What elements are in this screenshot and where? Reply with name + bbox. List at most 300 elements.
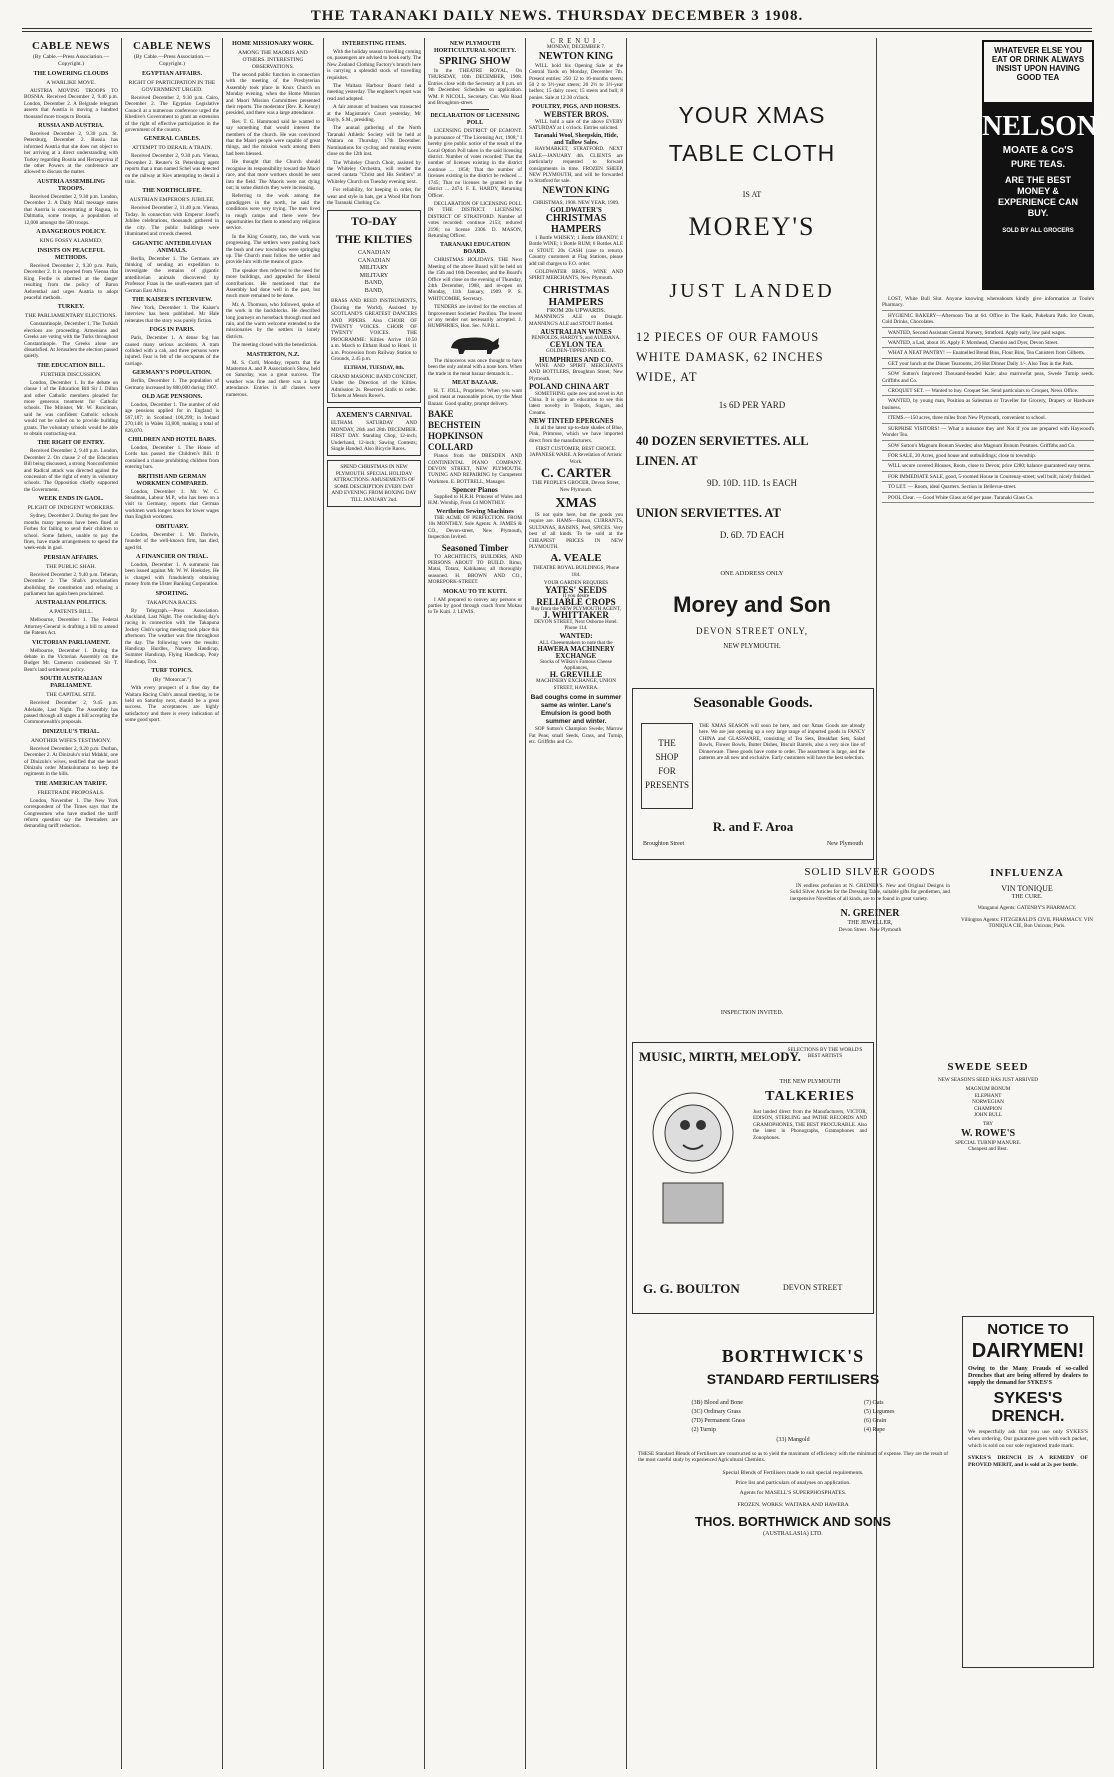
vin-tonique: VIN TONIQUE (1001, 884, 1053, 893)
section-subhead: KING FOSSY ALARMED. (39, 237, 103, 244)
section-paragraph: Received December 2, 9.30 p.m. St. Petersburg, December 2. Russia has informed Austria that she does not object to her arriving at a direct understanding with Turkey regarding Bosnia and Herzegovina if the other Powers at the conference are allowed to discuss the matter. (24, 131, 118, 176)
silver-title: SOLID SILVER GOODS (804, 866, 936, 878)
devon-street: DEVON STREET ONLY, (695, 626, 809, 636)
item-paragraph: The Whiteley Church Choir, assisted by the Whiteley Orchestra, will render the sacred cantata "Christ and His Soldiers" at Whiteley Church on Tuesday evening next. (327, 159, 421, 185)
section-headline: PERSIAN AFFAIRS. (43, 554, 99, 561)
seasonable-goods-ad (632, 688, 874, 860)
newton-king-title: NEWTON KING (538, 50, 614, 62)
item-paragraph: A fair amount of business was transacted at the Magistrate's Court yesterday, Mr Bayly, S.M., presiding. (327, 104, 421, 124)
section-headline: GENERAL CABLES. (143, 136, 201, 143)
price-3: D. 6D. 7D EACH (719, 530, 785, 540)
education-board-body: CHRISTMAS HOLIDAYS. THE Next Meeting of the above Board will be held on the 15th and 16th December, and the Board's Office will close on the evening of Thursday, 24th December, 1908, and re-open on Monday, 11th January, 1909. P. S. WHITCOMBE, Secretary. (428, 257, 522, 302)
classified-item: WANTED, a Lad, about 16. Apply F. Morshead, Chemist and Dyer, Devon Street. (882, 340, 1094, 348)
section-headline: GERMANY'S POPULATION. (132, 370, 212, 377)
section-headline: FOGS IN PARIS. (149, 327, 195, 334)
xmas-body: IS not quite here, but the goods you require are. HAMS—Bacon, CURRANTS, SULTANAS, RAISINS, Peel, SPICES. Very best of all kinds. To be sold at the CHEAPEST PRICES IN NEW PLYMOUTH. (529, 511, 623, 550)
meat-bazaar-body: H. T. JOLL, Proprietor. When you want good meat at reasonable prices, try the Meat Bazaar. Good quality, prompt delivery. (428, 388, 522, 407)
classified-item: WANTED, by young man, Position as Salesman or Traveller for Grocery, Drapery or Hardware business. (882, 398, 1094, 413)
classified-item: WHAT A NEAT PANTRY! — Enamelled Bread Bins, Flour Bins, Tea Canisters from Gilberts. (882, 350, 1094, 358)
kilties-line: BAND, (364, 280, 384, 287)
cable-news-heading: CABLE NEWS (132, 40, 212, 52)
section-subhead: THE PARLIAMENTARY ELECTIONS. (25, 313, 117, 320)
section-headline: AUSTRALIAN POLITICS. (35, 600, 107, 607)
column-advertisements (529, 38, 623, 1769)
section-headline: WEEK ENDS IN GAOL. (38, 496, 104, 503)
wanted-title: WANTED: (559, 632, 593, 641)
masthead-rule-2 (22, 31, 1092, 32)
section-paragraph: Melbourne, December 1. During the debate in the Victorian Assembly on the Budget Mr. Cameron condemned Sir T. Bent's land settlement policy. (24, 647, 118, 673)
section-paragraph: Received December 2, 9.30 p.m. Vienna, December 2. Reuter's St. Petersburg agent reports that a man named Schel was detected on the railway at Kiev attempting to derail a train. (125, 153, 219, 186)
morey-and-son: Morey and Son (673, 592, 831, 617)
goldwater-address: GOLDWATER BROS., WINE AND SPIRIT MERCHANTS, New Plymouth. (529, 268, 623, 282)
newton-king-body: WILL hold his Opening Sale at the Central Yards on Monday, December 7th. Present entries: 250 12 to 16-months steers; 50 2 to 3½-year steers; 20 2½ to 3½-year heifers; 15 dairy cows; 15 steers and bull; 8 ponies. Sale at 12.30 o'clock. (529, 62, 623, 101)
section-headline: SPORTING. (155, 590, 189, 597)
aroa-name: R. and F. Aroa (712, 819, 794, 834)
greiner-name: N. GREINER (840, 908, 900, 920)
section-headline: THE KAISER'S INTERVIEW. (131, 296, 213, 303)
fertiliser-item: (7) Oats (864, 1400, 884, 1406)
webster-title: WEBSTER BROS. (543, 110, 609, 120)
section-headline: OLD AGE PENSIONS. (141, 394, 203, 400)
spend-christmas-ad (327, 460, 421, 506)
classified-item: FOR IMMEDIATE SALE, good, 5-roomed House in Courtenay-street; well built, nicely finished. (882, 474, 1094, 482)
hawera-sub: Stocks of Wilkin's Famous Cheese Appliances, (540, 659, 612, 672)
shop-for-presents-box (641, 723, 693, 809)
section-subhead: ANOTHER WIFE'S TESTIMONY. (30, 737, 112, 744)
section-subhead: ATTEMPT TO DERAIL A TRAIN. (131, 145, 213, 152)
piano-brand: BAKE (428, 409, 454, 420)
fertiliser-list-left (691, 1399, 745, 1435)
fertiliser-item: (3C) Ordinary Grass (691, 1409, 741, 1415)
borthwick-title: BORTHWICK'S (721, 1346, 865, 1366)
section-paragraph: Berlin, December 1. The population of Germany increased by 880,000 during 1907. (125, 378, 219, 391)
section-paragraph: London, December 1. Mr. Dariwin, founder of the well-known firm, has died, aged 84. (125, 531, 219, 551)
article-subhead: AMONG THE MAORIS AND OTHERS. INTERESTING OBSERVATIONS. (238, 50, 308, 70)
manning-ale: MANNING'S ALE on Draught. MANNING'S ALE and STOUT Bottled. (529, 314, 623, 327)
section-paragraph: London, November 1. The New York correspondent of The Times says that the Congressmen who have studied the tariff reform question say the freetraders are demanding tariff reduction. (24, 797, 118, 830)
fertiliser-item: (7D) Permanent Grass (691, 1418, 746, 1424)
borthwick-name: THOS. BORTHWICK AND SONS (695, 1513, 891, 1529)
xmas-title: XMAS (555, 495, 597, 511)
borthwick-agents: Agents for MASELL'S SUPERPHOSPHATES. (739, 1489, 847, 1496)
hawera-title: HAWERA MACHINERY EXCHANGE (537, 645, 615, 660)
article-paragraph: The meeting closed with the benediction. (232, 342, 318, 349)
section-headline: DINIZULU'S TRIAL. (42, 728, 100, 735)
borthwick-special: Special Blends of Fertilisers made to suit special requirements. (722, 1469, 864, 1476)
section-paragraph: Paris, December 1. A dense fog has caused many serious accidents. A tram collided with a cab, and three persons were injured. Fear is felt of the occupants of the carriage. (125, 335, 219, 367)
masthead-rule (22, 28, 1092, 29)
moreys-advertisement (632, 40, 872, 680)
swede-sub: NEW SEASON'S SEED HAS JUST ARRIVED (937, 1077, 1039, 1083)
column-cable-news-1 (24, 38, 118, 1769)
article-paragraph: Referring to the work among the gumdiggers in the north, he said the conditions were very trying. The men lived in rough camps and there were few opportunities for them to attend any religious service. (226, 193, 320, 232)
kilties-title: THE KILTIES (335, 232, 413, 247)
garden-label: YOUR GARDEN REQUIRES (543, 580, 609, 587)
kilties-line: MILITARY (359, 272, 389, 279)
axemen-body: ELTHAM. SATURDAY AND MONDAY, 26th and 28th DECEMBER. FIRST DAY. Standing Chop, 12-inch; Underhand, 12-inch; Sawing Contests; Single Handed. Also Bicycle Races. (331, 420, 417, 453)
greville-title: H. GREVILLE (549, 669, 603, 679)
masthead: THE TARANAKI DAILY NEWS. THURSDAY DECEMBER 3 1908. (310, 8, 804, 24)
column-cable-news-2 (125, 38, 219, 1769)
poultry-heading: POULTRY, PIGS, AND HORSES. (531, 104, 621, 111)
swede-try: TRY (982, 1121, 994, 1128)
nelson-tagline: WHATEVER ELSE YOU EAT OR DRINK ALWAYS INSIST UPON HAVING GOOD TEA (982, 40, 1094, 104)
section-paragraph: Melbourne, December 1. The Federal Attorney-General is drafting a bill to amend the Patents Act. (24, 617, 118, 637)
price-2: 9D. 10D. 11D. 1s EACH (707, 478, 797, 488)
article-headline: INTERESTING ITEMS. (341, 41, 407, 47)
music-title: MUSIC, MIRTH, MELODY. (639, 1049, 801, 1064)
section-headline: GIGANTIC ANTEDILUVIAN ANIMALS. (132, 240, 212, 254)
timber-title: Seasoned Timber (441, 542, 509, 553)
section-subhead: TAKAPUNA RACES. (146, 599, 198, 606)
column-rule (121, 38, 122, 1769)
section-headline: BRITISH AND GERMAN WORKMEN COMPARED. (136, 473, 208, 487)
seasonable-body: THE XMAS SEASON will soon be here, and our Xmas Goods are already here. We are just opening up a very large range of imported goods in FANCY CHINA and GLASSWARE, consisting of Tea Sets, Breakfast Sets, Salad Bowls, Flower Bowls, Butter Dishes, Biscuit Barrels, also a very nice line of Dinnerware. These goods have come to order. The assortment is large, and the patterns are all new and exclusive. Early customers will have the best selection. (699, 723, 865, 762)
spend-christmas-body: SPEND CHRISTMAS IN NEW PLYMOUTH. SPECIAL HOLIDAY ATTRACTIONS. AMUSEMENTS OF SOME DESCRIPTION EVERY DAY AND EVENING FROM BOXING DAY TILL JANUARY 2nd. (331, 464, 417, 503)
webster-body: WILL hold a sale of the above EVERY SATURDAY at 1 o'clock. Entries solicited. (529, 118, 623, 132)
separator (562, 196, 590, 197)
union-line: UNION SERVIETTES. AT (636, 506, 781, 520)
shop-label-3: FOR (658, 766, 676, 776)
section-paragraph: Received December 2, 9.45 p.m. Adelaide, Last Night. The Assembly has passed through all stages a bill accepting the Commonwealth's proposals. (24, 700, 118, 726)
japanese-ware: JAPANESE WARE. A Revelation of Artistic Work. (529, 452, 623, 465)
cable-sections (125, 71, 219, 724)
christmas-hampers-title-2: CHRISTMAS HAMPERS (542, 283, 610, 308)
aroa-street: Broughton Street (643, 841, 685, 847)
goldwater-title: GOLDWATER'S (550, 205, 602, 214)
article-paragraph: The speaker then referred to the need for more buildings, and appealed for liberal contributions. He mentioned that the Assembly had done well in the past, but much more remained to be done. (226, 267, 320, 300)
shop-label-2: SHOP (655, 752, 679, 762)
talkeries-body: Just landed direct from the Manufacturers, VICTOR, EDISON, STERLING and PATHE RECORDS AND GRAMOPHONES, THE BEST PROCURABLE. Also the latest in Phonographs, Gramophones and Zonophones. (753, 1109, 867, 1141)
seasonable-title: Seasonable Goods. (693, 695, 813, 711)
column-notices (428, 38, 522, 1769)
section-paragraph: By Telegraph.—Press Association. Auckland, Last Night. The concluding day's racing in connection with the Takapuna Jockey Club's spring meeting took place this afternoon. The weather was fine throughout the day. The following were the results: Handicap Hurdles, Nursery Handicap, Summer Handicap, Flying Handicap, Pony Handicap, Trot. (125, 607, 219, 665)
australian-wines-title: AUSTRALIAN WINES (540, 328, 612, 336)
cable-byline: (By Cable.—Press Association.—Copyright.) (32, 54, 110, 67)
section-headline: THE NORTHCLIFFE. (142, 188, 202, 195)
article-paragraph: Rev. T. G. Hammond said he wanted to say something that would interest the members of the church. He was convinced that the Maori people were capable of great things, and the mission work among them had been blessed. (226, 118, 320, 157)
veale-title: A. VEALE (550, 552, 602, 565)
kilties-line: BAND, (364, 287, 384, 294)
nelson-pure: PURE TEAS. (1010, 159, 1065, 169)
your-xmas: YOUR XMAS (678, 102, 826, 128)
fertiliser-list-right (864, 1399, 895, 1435)
section-headline: EGYPTIAN AFFAIRS. (142, 71, 202, 77)
yates-title: YATES' SEEDS (545, 584, 607, 595)
section-headline: THE AMERICAN TARIFF. (35, 780, 107, 787)
wertheim-body: THE ACME OF PERFECTION. FROM 10s MONTHLY. Sole Agents: A. JAMES & CO., Devon-street, New Plymouth, Inspection Invited. (428, 514, 522, 541)
fertiliser-lists (632, 1399, 954, 1435)
piano-brand: BECHSTEIN (428, 420, 481, 431)
swede-list (882, 1086, 1094, 1118)
inspection-invited: INSPECTION INVITED. (720, 1010, 784, 1016)
carter-title: C. CARTER (540, 465, 612, 481)
offer-line-2: WHITE DAMASK, 62 INCHES (636, 350, 824, 364)
classified-item: SOW Sutton's Magnum Bonum Swedes; also Magnum Bonum Potatoes. Griffiths and Co. (882, 443, 1094, 451)
column-rule (323, 38, 324, 1769)
silver-body: IN endless profusion at N. GREINER'S. New and Original Designs in Solid Silver Articles for the Dressing Table, suitable gifts for gentlemen, and inexpensive Novelties of all kinds, are to be found in great variety. (790, 883, 950, 902)
cable-sections (24, 71, 118, 830)
borthwick-frozen: FROZEN. WORKS: WAITARA AND HAWERA (737, 1501, 849, 1508)
today-label: TO-DAY (350, 214, 397, 229)
buy-from: Buy from the NEW PLYMOUTH AGENT, (531, 605, 621, 612)
kilties-ad (327, 210, 421, 403)
talkeries-ad (632, 1042, 874, 1314)
section-paragraph: Received December 2, 9.40 p.m. London, December 2. On clause 2 of the Education Bill being discussed, a strong Nonconformist and Radical attack was directed against the concession of the right of entry in voluntary schools. The Opposition chiefly supported the Government. (24, 448, 118, 493)
pianos-body: Pianos from the DRESDEN AND CONTINENTAL PIANO COMPANY. DEVON STREET, NEW PLYMOUTH. TUNING AND REPAIRING by Competent Workmen. E. BOTTRELL, Manager. (428, 453, 522, 485)
article-headline: HOME MISSIONARY WORK. (232, 41, 314, 47)
poland-china-body: SOMETHING quite new and novel in Art China. It is quite an education to see this latest novelty in Teapots, Sugars, and Creams. (529, 390, 623, 416)
section-paragraph: London, December 1. The number of old age pensions applied for in England is 567,187; in Scotland 106,299; in Ireland 270,148; in Wales 33,800, making a total of 826,070. (125, 402, 219, 434)
new-plymouth: NEW PLYMOUTH. (723, 642, 781, 650)
classified-item: SURPRISE VISITORS! — What a nuisance they are! Not if you are prepared with Haywood's Wonder Tea. (882, 426, 1094, 441)
section-headline: THE EDUCATION BILL. (37, 362, 105, 369)
item-paragraph: With the holiday season travelling coming on, passengers are advised to book early. The New Zealand Clothing Factory's branch here is carrying a splendid stock of travelling requisites. (327, 49, 421, 81)
section-paragraph: London, December 1. A summons has been issued against Mr. W. W. Hoeksley. He is charged with fraudulently obtaining money from the Ulster Banking Corporation. (125, 561, 219, 588)
spring-show-title: SPRING SHOW (439, 56, 511, 67)
meat-bazaar-heading: MEAT BAZAAR. (452, 380, 498, 387)
eltham-label: ELTHAM, TUESDAY, 8th. (343, 365, 404, 372)
column-home-mission (226, 38, 320, 1769)
whittaker-title: J. WHITTAKER (543, 610, 609, 621)
section-paragraph: Received December 2, 9.20 p.m. Durban, December 2. At Dinizulu's trial Mdakhi, one of Dinizulu's wives, testified that she heard Dinizulu order Mankulumana to keep the regiments in the hills. (24, 745, 118, 778)
fertiliser-item: (4) Rape (864, 1427, 885, 1433)
spencer-body: Supplied to H.R.H. Princess of Wales and H.M. Worship, From £4 MONTHLY. (428, 493, 522, 507)
veale-sub: THEATRE ROYAL BUILDINGS, Phone 184. (532, 565, 620, 578)
moreys-title: MOREY'S (688, 212, 816, 241)
shop-label-1: THE (658, 738, 676, 748)
cable-byline: (By Cable.—Press Association.—Copyright.) (133, 54, 211, 67)
swede-variety: NORWEGIAN (972, 1099, 1004, 1106)
fertiliser-item: (3B) Blood and Bone (691, 1400, 743, 1406)
grand-concert: GRAND MASONIC BAND CONCERT, Under the Direction of the Kilties. Admission 2s. Reserved Stalls to order. Tickets at Messrs Rowe's. (331, 373, 417, 400)
column-rule (626, 38, 627, 1769)
section-headline: INSISTS ON PEACEFUL METHODS. (37, 247, 105, 261)
section-subhead: FREETRADE PROPOSALS. (37, 789, 105, 796)
section-paragraph: AUSTRIA MOVING TROOPS TO BOSNIA. Received December 2, 9.40 p.m. London, December 2. A Belgrade telegram asserts that Austria is moving a hundred thousand more troops to Bosnia. (24, 88, 118, 120)
separator (461, 109, 489, 110)
article-paragraph: Mr. A. Thomson, who followed, spoke of the work in the backblocks. He described long journeys on horseback through mud and rain, and the warm welcome extended to the missionaries by the settlers in lonely districts. (226, 301, 320, 340)
section-subhead: RIGHT OF PARTICIPATION IN THE GOVERNMENT URGED. (128, 80, 216, 93)
article-paragraph: M. S. Curll, Monday, reports that the Masterton A. and P. Association's Show, held on Saturday, was a great success. The weather was fine and there was a large attendance. Entries in all classes were numerous. (226, 359, 320, 398)
ceylon-tea-title: CEYLON TEA (549, 339, 603, 349)
fertiliser-item: (6) Grain (864, 1418, 887, 1424)
section-subhead: PLIGHT OF INDIGENT WORKERS. (27, 505, 115, 512)
spring-show-body: In the THEATRE ROYAL, On THURSDAY, 10th DECEMBER, 1908. Entries close with the Secretary at 8 p.m. on 9th December. Schedules on application. WM. P. NICOLL, Secretary. Cnr. War Road and Broughton-street. (428, 68, 522, 107)
article-body (226, 72, 320, 349)
spencer-title: Spencer Pianos (452, 486, 498, 495)
classifieds-list (882, 296, 1094, 503)
dairymen-tail: SYKES'S DRENCH IS A REMEDY OF PROVED MERIT, and is sold at 2s per bottle. (968, 1455, 1088, 1469)
article-paragraph: The second public function in connection with the meeting of the Presbyterian Assembly took place in Knox Church on Monday evening, when the Home Mission and Maori Mission Committees presented their reports. The moderator (Rev. R. Kenny) presided, and there was a large attendance. (226, 72, 320, 117)
seeds-notice: SOP Sutton's Champion Swede; Marrow Fat Peas; small Seeds, Grass, and Turnip, etc. Griffiths and Co. (529, 726, 623, 745)
kilties-body: BRASS AND REED INSTRUMENTS, (Touring the World), Assisted by SCOTLAND'S GREATEST DANCERS AND PIPERS. Also CHOIR OF TWENTY VOICES. CHOIR OF TWENTY VOICES. THE PROGRAMME: Kilties Arrive 10.50 a.m. March to Eltham Road to Hotel. 11 a.m. Procession from Railway Station to Grounds, 2.45 p.m. (331, 298, 417, 362)
epergnes-body: In all the latest up-to-date shades of Blue, Pink, Primrose, which we have imported direct from the manufacturers. (529, 424, 623, 444)
section-paragraph: London, December 1. Mr. W. C. Steadman, Labour M.P., who has been on a visit to Germany, reports that German workmen work longer hours for lower wages than English workmen. (125, 488, 219, 521)
classified-item: TO LET. — Room, ideal Quarters. Section in Bellevue-street. (882, 484, 1094, 492)
rowe-address: Cheapest and Best. (968, 1146, 1008, 1153)
sykes-drench-ad (962, 1316, 1094, 1668)
section-paragraph: Berlin, December 1. The Germans are thinking of sending an expedition to investigate the remains of gigantic antediluvian animals discovered by Professor Fraas in the south-eastern part of German East Africa. (125, 255, 219, 294)
section-headline: VICTORIAN PARLIAMENT. (31, 639, 110, 646)
wool-body: HAYMARKET, STRATFORD. NEXT SALE—JANUARY 4th. CLIENTS are particularly requested to forward consignments in time. FROZEN SHEEP, NEW PLYMOUTH, and will be forwarded to Stratford for sale. (529, 146, 623, 185)
kilties-lines (331, 250, 417, 295)
article-paragraph: He thought that the Church should recognise its responsibility toward the Maori race, and that more workers should be sent into the field. The Maoris were not dying out; in some districts they were increasing. (226, 159, 320, 191)
item-paragraph: The annual gathering of the North Taranaki Athletic Society will be held at Waitara on Thursday, 17th December. Nominations for cycling and running events close on the 12th inst. (327, 125, 421, 158)
dairymen-title: DAIRYMEN! (971, 1340, 1085, 1362)
swede-variety: MAGNUM BONUM (965, 1086, 1011, 1093)
hampers-body: 1 Bottle WHISKY; 1 Bottle BRANDY; 1 Bottle WINE; 1 Bottle RUM; 6 Bottles ALE or STOUT. 20s CASH (case to return). Country customers at Flag Stations, please add rail charges to F.O. order. (529, 234, 623, 267)
borthwick-body: THESE Standard Blends of Fertilisers are constructed so as to yield the maximum of efficiency with the minimum of expense. They are the result of the most careful study by experienced Agricultural Chemists. (638, 1451, 948, 1464)
classified-item: HYGIENIC BAKERY—Afternoon Tea at 6d. Office in The Kask, Pukekura Park. Ice Cream, Cold Drinks, Chocolates. (882, 313, 1094, 328)
gramophone-illustration (643, 1073, 743, 1233)
classified-item: CROQUET SET. — Wanted to buy. Croquet Set. Send particulars to Croquet, News Office. (882, 388, 1094, 396)
hampers-from: FROM 20s UPWARDS. (546, 307, 606, 314)
influenza-agents: Wanganui Agents: GATENBY'S PHARMACY. (977, 905, 1077, 912)
section-headline: AUSTRIA ASSEMBLING TROOPS. (37, 178, 105, 192)
dairymen-owing: Owing to the Many Frauds of so-called Drenches that are being offered by dealers to supply the demand for SYKES'S (968, 1366, 1088, 1386)
rowe-manure: SPECIAL TURNIP MANURE. (955, 1139, 1021, 1146)
section-paragraph: Constantinople, December 1. The Turkish elections are proceeding. Armenians and Greeks are voting with the Turks throughout Constantinople. The Greeks alone are dissatisfied. At Jerusalem the election passed quietly. (24, 321, 118, 360)
swede-seed-ad (882, 1060, 1094, 1300)
tenders-body: TENDERS are invited for the erection of Improvement Societies' Pavilion. The lowest or any tender not necessarily accepted. J. HUMPHRIES, Hon. Sec. N.P.B.L. (428, 304, 522, 330)
section-paragraph: Received December 2, 9.40 p.m. Teheran, December 2. The Shah's proclamation abolishing the constitution and refusing a parliament has again been proclaimed. (24, 571, 118, 597)
kilties-line: MILITARY (359, 265, 389, 272)
christmas-date: CHRISTMAS, 1908. NEW YEAR, 1909. (532, 200, 620, 207)
drench-name: DRENCH. (991, 1408, 1065, 1425)
section-headline: THE LOWERING CLOUDS (33, 71, 109, 77)
education-board-heading: TARANAKI EDUCATION BOARD. (440, 242, 510, 256)
section-subhead: THE PUBLIC SHAH. (45, 563, 97, 570)
newton-king-title-2: NEWTON KING (542, 184, 610, 195)
item-paragraph: For reliability, for keeping in order, for wear and style in hats, get a Wood Hat from the Taranaki Clothing Co. (327, 187, 421, 206)
fertiliser-item: (5) Legumes (864, 1409, 895, 1415)
rowe-name: W. ROWE'S (960, 1127, 1016, 1139)
classified-item: POOL Clear. — Good White Glass at 6d per pane. Taranaki Glass Co. (882, 495, 1094, 503)
section-paragraph: Received December 2, 11.40 p.m. Vienna, Today. In connection with Emperor Josef's Jubilee celebrations, thousands gathered in the city. The public buildings were illuminated and crowds cheered. (125, 205, 219, 238)
timber-body: TO ARCHITECTS, BUILDERS, AND PERSONS ABOUT TO BUILD. Rimu, Matai, Totara, Kahikatea; all thoroughly seasoned. H. BROWN AND CO., MOREPORK-STREET. (428, 553, 522, 586)
humphries-body: WINE AND SPIRIT MERCHANTS AND BOTTLERS, Broughton Street, New Plymouth. (529, 363, 623, 382)
influenza-ad (960, 866, 1094, 1036)
section-paragraph: New York, December 1. The Kaiser's interview has been published. Mr Hale reiterates that the story was purely fiction. (125, 304, 219, 324)
article-headline: MASTERTON, N.Z. (246, 351, 300, 358)
cough-ad: Bad coughs come in summer same as winter. Lane's Emulsion is good both summer and winter. (530, 694, 622, 726)
wanted-body: ALL Cheesemakers to note that the (539, 639, 613, 646)
classified-item: ITEMS.—150 acres, three miles from New Plymouth, convenient to school. (882, 415, 1094, 423)
section-subhead: FURTHER DISCUSSION. (40, 371, 102, 378)
section-paragraph: London, December 1. The House of Lords has passed the Children's Bill. It contained a clause prohibiting children from entering bars. (125, 445, 219, 471)
borthwick-prices: Price list and particulars of analyses on application. (735, 1479, 851, 1486)
influenza-cure: THE CURE. (1011, 894, 1043, 900)
section-headline: OBITUARY. (155, 523, 189, 530)
borthwick-ltd: (AUSTRALASIA) LTD. (763, 1530, 823, 1537)
epergnes-title: NEW TINTED EPERGNES (529, 417, 614, 426)
aroa-town: New Plymouth (826, 841, 863, 847)
section-paragraph: Received December 2, 9.30 p.m. London, December 2. A Daily Mail message states that Austria is concentrating at Ragusa, in Dalmatia, some troops, a population of 12,000 amongst the 500 troops. (24, 193, 118, 226)
column-rule (424, 38, 425, 1769)
poland-china-title: POLAND CHINA ART (529, 382, 610, 392)
is-at: IS AT (742, 190, 762, 199)
piano-brand: HOPKINSON (428, 431, 484, 442)
humphries-title: HUMPHRIES AND CO. (539, 355, 613, 364)
carter-sub: THE PEOPLE'S GROCER, Devon Street, New Plymouth. (532, 480, 620, 493)
swede-variety: CHAMPION (974, 1105, 1002, 1112)
rhinoceros-illustration (445, 332, 505, 356)
mangold: (33) Mangold (776, 1437, 810, 1443)
nelson-sold: SOLD BY ALL GROCERS (1002, 228, 1074, 234)
australian-wines-body: PENFOLDS, HARDY'S, and AULDANA. (531, 335, 621, 342)
kilties-line: CANADIAN (358, 250, 390, 257)
boulton-name: G. G. BOULTON (643, 1281, 740, 1296)
menu-date: MONDAY, DECEMBER 7. (546, 44, 606, 51)
first-customer: FIRST CUSTOMER, BEST CHOICE. (535, 445, 617, 452)
item-paragraph: The Waitara Harbour Board held a meeting yesterday. The engineer's report was read and adopted. (327, 83, 421, 102)
society-heading: NEW PLYMOUTH HORTICULTURAL SOCIETY. (433, 41, 517, 54)
price-1: 1s 6D PER YARD (718, 400, 786, 410)
axemen-ad (327, 407, 421, 456)
influenza-body: Villington Agents: FITZGERALD'S CIVIL PHARMACY. VIN TONIQUA CIE, Bon Unicuns, Paris. (961, 916, 1093, 930)
shop-label-4: PRESENTS (644, 780, 689, 790)
whittaker-sub: DEVON STREET, Next Osborne Hotel. Phone 114. (534, 618, 618, 632)
classified-item: SOW Sutton's Improved Thousand-headed Kale; also marrowfat peas, Swede Turnip seeds. Griffiths and Co. (882, 371, 1094, 386)
section-headline: A FINANCIER ON TRIAL. (136, 553, 208, 560)
section-paragraph: With every prospect of a fine day the Waitara Racing Club's annual meeting, to be held on Saturday next, should be a great success. The acceptances are highly satisfactory and there is every indication of some good sport. (125, 685, 219, 724)
dairymen-body: We respectfully ask that you use only SYKES'S when ordering. Our guarantee goes with each packet, which is sold on our sole registered trade mark. (968, 1429, 1088, 1449)
notice-to: NOTICE TO (987, 1321, 1069, 1338)
greiner-address: Devon Street . New Plymouth (838, 926, 902, 933)
licensing-heading: DECLARATION OF LICENSING POLL (430, 113, 520, 127)
section-headline: SOUTH AUSTRALIAN PARLIAMENT. (40, 676, 102, 690)
pianos-list (428, 409, 522, 453)
rhino-caption: The rhinoceros was once thought to have been the only animal with a nose horn. When the trade in the meat bazaar demands it... (428, 357, 522, 377)
section-headline: A DANGEROUS POLICY. (36, 228, 106, 235)
offer-line-3: WIDE, AT (636, 370, 698, 384)
serviettes-line: 40 DOZEN SERVIETTES. ALL (636, 434, 809, 448)
boulton-street: DEVON STREET (783, 1283, 843, 1292)
greiner-jeweller: THE JEWELLER, (847, 920, 893, 927)
wool-title: Taranaki Wool, Sheepskin, Hide, and Tallow Sales. (533, 133, 619, 146)
axemen-title: AXEMEN'S CARNIVAL (336, 411, 412, 420)
table-cloth: TABLE CLOTH (668, 140, 836, 166)
section-headline: CHILDREN AND HOTEL BARS. (127, 437, 217, 444)
classifieds (882, 296, 1094, 608)
classified-item: LOST, White Bull Slut. Anyone knowing whereabouts kindly give information at Toole's Pharmacy. (882, 296, 1094, 311)
one-address: ONE ADDRESS ONLY (720, 570, 784, 577)
linen-line: LINEN. AT (636, 454, 698, 468)
mokau-body: I AM prepared to convey any persons or parties by good through coach from Mokau to Te Kuiti. J. LEWIS. (428, 596, 522, 616)
swede-variety: ELEPHANT (974, 1092, 1002, 1099)
cable-news-heading: CABLE NEWS (31, 40, 111, 52)
column-rule (525, 38, 526, 1769)
offer-line-1: 12 PIECES OF OUR FAMOUS (636, 330, 820, 344)
greville-sub: MACHINERY EXCHANGE, UNION STREET, HAWERA. (535, 678, 617, 691)
section-subhead: A PATENTS BILL. (49, 609, 93, 616)
section-headline: THE RIGHT OF ENTRY. (37, 440, 105, 447)
music-np: THE NEW PLYMOUTH (779, 1079, 841, 1085)
influenza-title: INFLUENZA (990, 867, 1064, 879)
section-paragraph: Received December 2, 9.30 p.m. Paris, December 2. It is reported from Vienna that King Ferdie is alarmed at the danger resulting from the policy of Baron Aehrenthal and urges Austria to adopt peaceful methods. (24, 262, 118, 301)
yates-sub: If you desire (562, 593, 590, 599)
mokau-heading: MOKAU TO TE KUITI. (443, 588, 507, 595)
nelson-are: ARE THE BEST MONEY & EXPERIENCE CAN BUY. (997, 175, 1078, 218)
nelson-name: NELSON (982, 111, 1098, 142)
just-landed: JUST LANDED (669, 280, 835, 302)
swede-title: SWEDE SEED (947, 1061, 1029, 1073)
ceylon-tea-body: GOLDEN-TIPPED PEKOE. (546, 348, 606, 355)
classified-item: GET your lunch at the Dinner Tearooms, 2/6 Hot Dinner Daily 1/-. Also Teas in the Park. (882, 361, 1094, 369)
piano-brand: COLLARD (428, 442, 474, 453)
section-subhead: THE CAPITAL SITE. (46, 692, 96, 699)
